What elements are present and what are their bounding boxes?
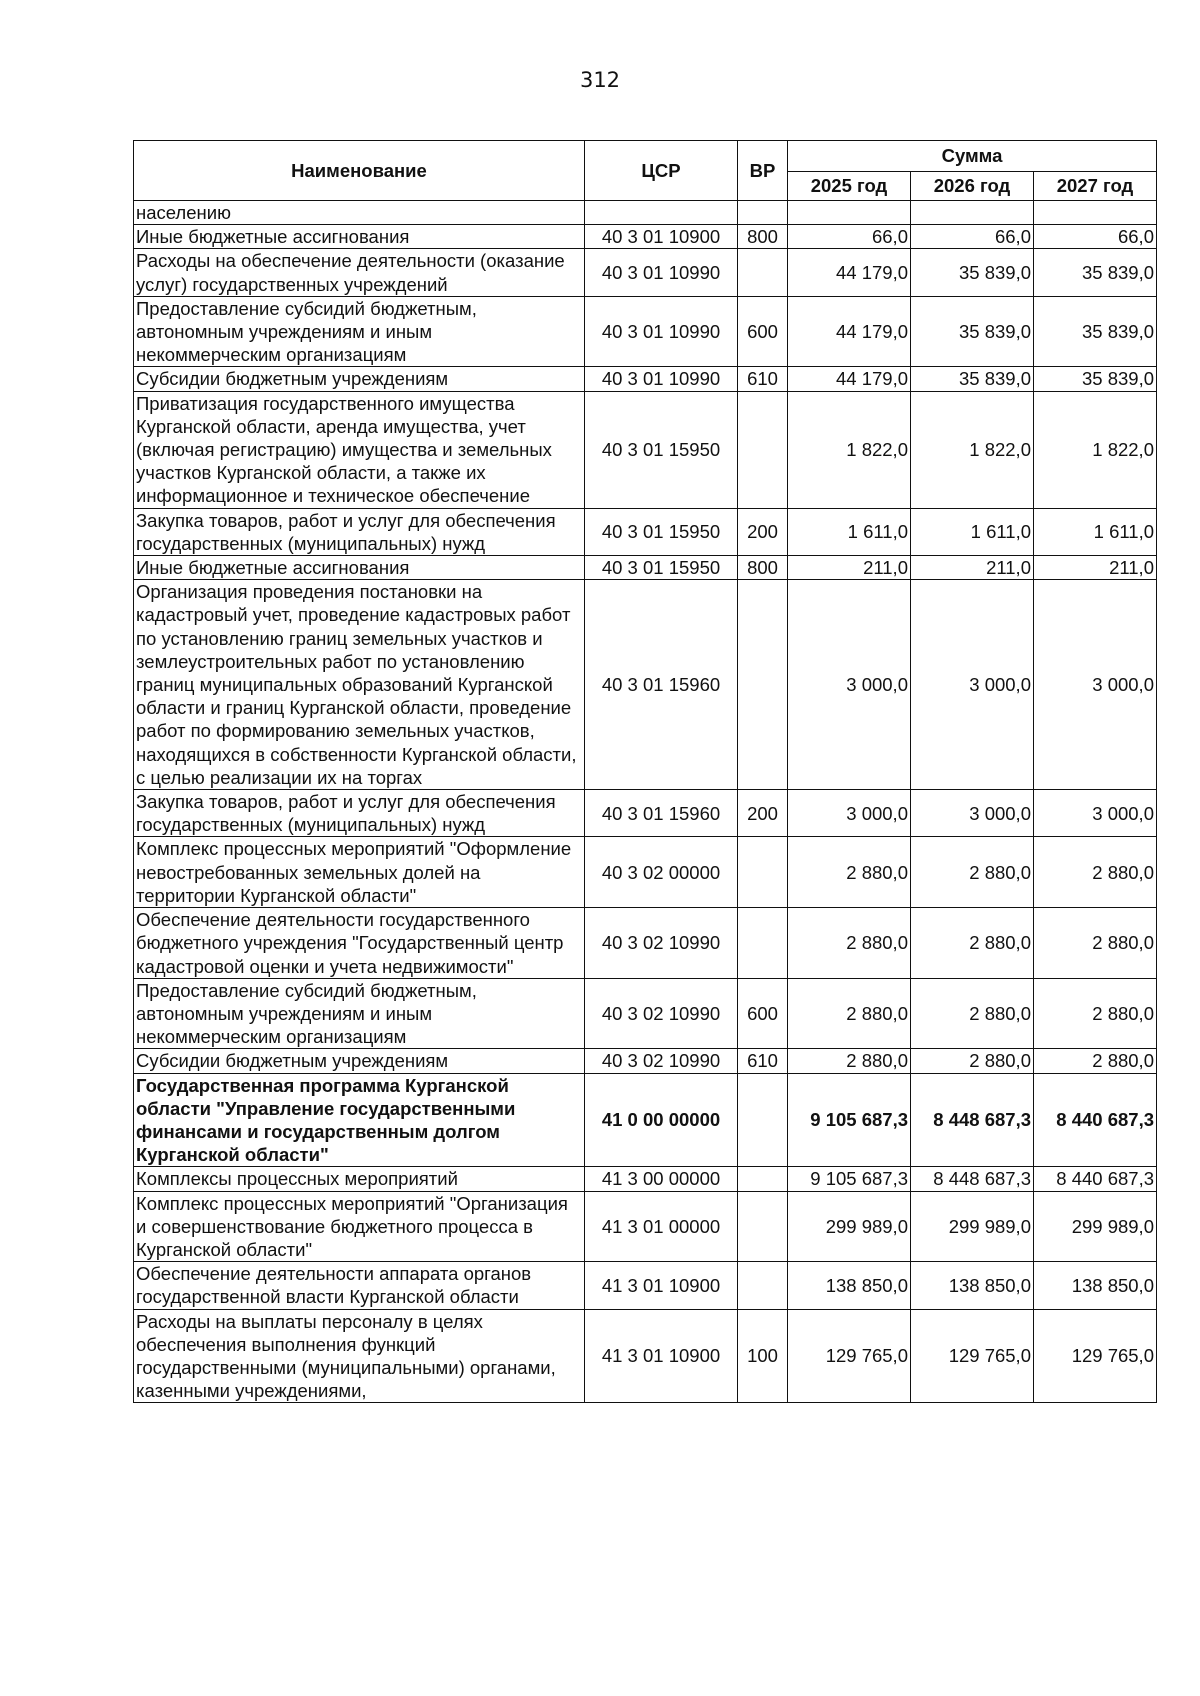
row-csr-cell: 40 3 02 10990 — [585, 978, 738, 1049]
row-name-cell: Субсидии бюджетным учреждениям — [134, 1049, 585, 1073]
row-csr-cell: 40 3 01 10990 — [585, 249, 738, 296]
row-name-cell: Предоставление субсидий бюджетным, автономным учреждениям и иным некоммерческим организациям — [134, 978, 585, 1049]
table-row — [134, 1309, 1157, 1403]
row-2027-cell: 138 850,0 — [1034, 1262, 1157, 1309]
row-2025-cell: 2 880,0 — [788, 978, 911, 1049]
row-vr-cell: 600 — [738, 296, 788, 367]
row-2027-cell: 2 880,0 — [1034, 908, 1157, 979]
row-vr-cell: 800 — [738, 556, 788, 580]
row-csr-cell: 40 3 02 10990 — [585, 1049, 738, 1073]
row-vr-cell — [738, 1073, 788, 1167]
row-vr-cell: 200 — [738, 790, 788, 837]
row-2026-cell: 2 880,0 — [911, 1049, 1034, 1073]
table-body — [134, 201, 1157, 1403]
row-csr-cell: 40 3 01 15950 — [585, 391, 738, 508]
row-2026-cell: 2 880,0 — [911, 978, 1034, 1049]
table-row — [134, 367, 1157, 391]
row-2025-cell: 9 105 687,3 — [788, 1167, 911, 1191]
row-vr-cell: 100 — [738, 1309, 788, 1403]
row-2026-cell: 35 839,0 — [911, 249, 1034, 296]
row-2027-cell: 35 839,0 — [1034, 296, 1157, 367]
row-2026-cell: 129 765,0 — [911, 1309, 1034, 1403]
row-csr-cell: 40 3 01 15950 — [585, 508, 738, 555]
row-vr-cell — [738, 1167, 788, 1191]
row-2025-cell: 3 000,0 — [788, 580, 911, 790]
table-row — [134, 1167, 1157, 1191]
row-csr-cell: 41 0 00 00000 — [585, 1073, 738, 1167]
row-2025-cell: 211,0 — [788, 556, 911, 580]
row-2027-cell: 3 000,0 — [1034, 790, 1157, 837]
row-2027-cell: 3 000,0 — [1034, 580, 1157, 790]
table-row — [134, 201, 1157, 225]
row-vr-cell — [738, 249, 788, 296]
row-name-cell: Закупка товаров, работ и услуг для обеспечения государственных (муниципальных) нужд — [134, 508, 585, 555]
row-csr-cell: 41 3 01 10900 — [585, 1309, 738, 1403]
header-csr: ЦСР — [585, 141, 738, 201]
table-row — [134, 556, 1157, 580]
table-row — [134, 580, 1157, 790]
table-row — [134, 508, 1157, 555]
header-vr: ВР — [738, 141, 788, 201]
row-2027-cell — [1034, 201, 1157, 225]
row-csr-cell: 40 3 02 00000 — [585, 837, 738, 908]
row-name-cell: Комплексы процессных мероприятий — [134, 1167, 585, 1191]
row-csr-cell — [585, 201, 738, 225]
table-row — [134, 837, 1157, 908]
row-2026-cell: 299 989,0 — [911, 1191, 1034, 1262]
row-csr-cell: 40 3 01 15960 — [585, 580, 738, 790]
row-csr-cell: 40 3 01 10990 — [585, 296, 738, 367]
row-2026-cell: 8 448 687,3 — [911, 1167, 1034, 1191]
row-2026-cell: 3 000,0 — [911, 790, 1034, 837]
row-vr-cell — [738, 837, 788, 908]
row-name-cell: Организация проведения постановки на кадастровый учет, проведение кадастровых работ по установлению границ земельных участков и землеустроительных работ по установлению границ муниципальных образований Курганской области и границ Курганской области, проведение работ по формированию земельных участков, находящихся в собственности Курганской области, с целью реализации их на торгах — [134, 580, 585, 790]
row-2027-cell: 2 880,0 — [1034, 1049, 1157, 1073]
row-2026-cell: 138 850,0 — [911, 1262, 1034, 1309]
row-csr-cell: 40 3 01 10900 — [585, 225, 738, 249]
header-year-2026: 2026 год — [911, 172, 1034, 201]
row-2027-cell: 2 880,0 — [1034, 978, 1157, 1049]
table-header — [134, 141, 1157, 201]
row-name-cell: Комплекс процессных мероприятий "Оформление невостребованных земельных долей на территории Курганской области" — [134, 837, 585, 908]
row-2026-cell: 1 611,0 — [911, 508, 1034, 555]
row-vr-cell: 610 — [738, 1049, 788, 1073]
row-name-cell: Субсидии бюджетным учреждениям — [134, 367, 585, 391]
row-name-cell: Иные бюджетные ассигнования — [134, 225, 585, 249]
row-vr-cell — [738, 580, 788, 790]
row-csr-cell: 41 3 01 00000 — [585, 1191, 738, 1262]
row-2026-cell: 2 880,0 — [911, 908, 1034, 979]
row-2025-cell: 9 105 687,3 — [788, 1073, 911, 1167]
row-2026-cell — [911, 201, 1034, 225]
row-2025-cell — [788, 201, 911, 225]
row-2025-cell: 2 880,0 — [788, 908, 911, 979]
row-2025-cell: 1 822,0 — [788, 391, 911, 508]
row-2025-cell: 3 000,0 — [788, 790, 911, 837]
table-row — [134, 249, 1157, 296]
row-csr-cell: 40 3 01 15950 — [585, 556, 738, 580]
row-csr-cell: 41 3 00 00000 — [585, 1167, 738, 1191]
row-2027-cell: 211,0 — [1034, 556, 1157, 580]
row-vr-cell: 610 — [738, 367, 788, 391]
table-row — [134, 1262, 1157, 1309]
budget-table — [133, 140, 1157, 1403]
row-name-cell: Обеспечение деятельности государственного бюджетного учреждения "Государственный центр кадастровой оценки и учета недвижимости" — [134, 908, 585, 979]
row-name-cell: Иные бюджетные ассигнования — [134, 556, 585, 580]
header-year-2025: 2025 год — [788, 172, 911, 201]
table-row — [134, 978, 1157, 1049]
row-vr-cell — [738, 1191, 788, 1262]
table-row — [134, 790, 1157, 837]
row-vr-cell: 800 — [738, 225, 788, 249]
row-2026-cell: 211,0 — [911, 556, 1034, 580]
row-name-cell: Комплекс процессных мероприятий "Организация и совершенствование бюджетного процесса в Курганской области" — [134, 1191, 585, 1262]
row-vr-cell — [738, 391, 788, 508]
row-name-cell: Расходы на выплаты персоналу в целях обеспечения выполнения функций государственными (муниципальными) органами, казенными учреждениями, — [134, 1309, 585, 1403]
row-name-cell: Закупка товаров, работ и услуг для обеспечения государственных (муниципальных) нужд — [134, 790, 585, 837]
row-2026-cell: 35 839,0 — [911, 296, 1034, 367]
row-name-cell: Приватизация государственного имущества Курганской области, аренда имущества, учет (включая регистрацию) имущества и земельных участков Курганской области, а также их информационное и техническое обеспечение — [134, 391, 585, 508]
row-2025-cell: 2 880,0 — [788, 1049, 911, 1073]
row-2025-cell: 66,0 — [788, 225, 911, 249]
row-csr-cell: 40 3 02 10990 — [585, 908, 738, 979]
row-2027-cell: 35 839,0 — [1034, 249, 1157, 296]
row-2025-cell: 1 611,0 — [788, 508, 911, 555]
row-2025-cell: 129 765,0 — [788, 1309, 911, 1403]
row-2025-cell: 44 179,0 — [788, 367, 911, 391]
table-row — [134, 296, 1157, 367]
row-2027-cell: 1 611,0 — [1034, 508, 1157, 555]
row-2027-cell: 299 989,0 — [1034, 1191, 1157, 1262]
row-2025-cell: 299 989,0 — [788, 1191, 911, 1262]
header-sum: Сумма — [788, 141, 1157, 172]
row-vr-cell — [738, 1262, 788, 1309]
row-name-cell: Государственная программа Курганской области "Управление государственными финансами и государственным долгом Курганской области" — [134, 1073, 585, 1167]
table-row — [134, 391, 1157, 508]
table-row — [134, 225, 1157, 249]
row-csr-cell: 41 3 01 10900 — [585, 1262, 738, 1309]
row-name-cell: Расходы на обеспечение деятельности (оказание услуг) государственных учреждений — [134, 249, 585, 296]
row-2027-cell: 129 765,0 — [1034, 1309, 1157, 1403]
row-2027-cell: 66,0 — [1034, 225, 1157, 249]
row-2026-cell: 66,0 — [911, 225, 1034, 249]
row-name-cell: Предоставление субсидий бюджетным, автономным учреждениям и иным некоммерческим организациям — [134, 296, 585, 367]
row-2025-cell: 2 880,0 — [788, 837, 911, 908]
row-2025-cell: 44 179,0 — [788, 249, 911, 296]
header-name: Наименование — [134, 141, 585, 201]
row-2025-cell: 44 179,0 — [788, 296, 911, 367]
header-year-2027: 2027 год — [1034, 172, 1157, 201]
row-name-cell: Обеспечение деятельности аппарата органов государственной власти Курганской области — [134, 1262, 585, 1309]
row-vr-cell — [738, 201, 788, 225]
row-name-cell: населению — [134, 201, 585, 225]
table-row — [134, 1073, 1157, 1167]
table-row — [134, 1049, 1157, 1073]
row-2027-cell: 2 880,0 — [1034, 837, 1157, 908]
row-2027-cell: 8 440 687,3 — [1034, 1073, 1157, 1167]
row-2025-cell: 138 850,0 — [788, 1262, 911, 1309]
row-vr-cell: 200 — [738, 508, 788, 555]
row-2027-cell: 35 839,0 — [1034, 367, 1157, 391]
row-2026-cell: 1 822,0 — [911, 391, 1034, 508]
row-2027-cell: 8 440 687,3 — [1034, 1167, 1157, 1191]
row-csr-cell: 40 3 01 10990 — [585, 367, 738, 391]
table-row — [134, 908, 1157, 979]
row-2026-cell: 8 448 687,3 — [911, 1073, 1034, 1167]
row-2027-cell: 1 822,0 — [1034, 391, 1157, 508]
row-2026-cell: 3 000,0 — [911, 580, 1034, 790]
row-csr-cell: 40 3 01 15960 — [585, 790, 738, 837]
row-vr-cell: 600 — [738, 978, 788, 1049]
row-2026-cell: 2 880,0 — [911, 837, 1034, 908]
page-number: 312 — [579, 68, 621, 92]
row-vr-cell — [738, 908, 788, 979]
table-row — [134, 1191, 1157, 1262]
row-2026-cell: 35 839,0 — [911, 367, 1034, 391]
